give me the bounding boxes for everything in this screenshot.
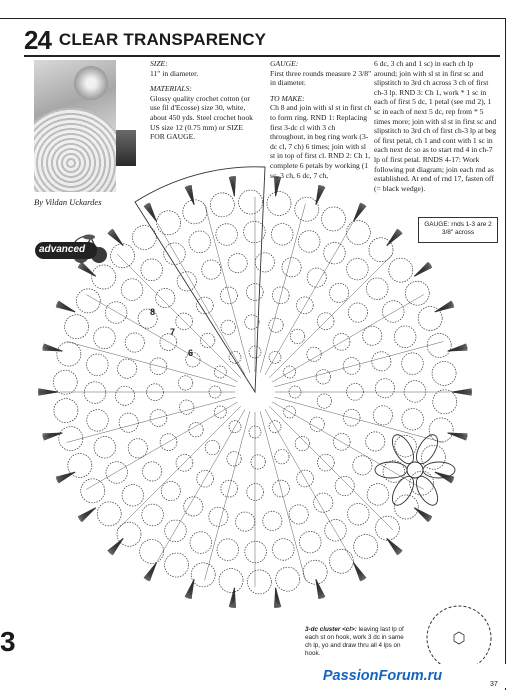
chart-chain-loop (298, 231, 320, 253)
chart-chain-loop (53, 370, 77, 394)
chart-chain-loop (121, 279, 143, 301)
chart-spoke (158, 409, 246, 561)
chart-chain-loop (227, 452, 241, 466)
photo-flower (74, 66, 108, 100)
chart-chain-loop (119, 413, 138, 432)
chart-chain-loop (111, 244, 135, 268)
chart-spoke (205, 411, 250, 580)
chart-spoke (67, 342, 236, 387)
chart-chain-loop (271, 224, 293, 246)
chart-chain-loop (275, 449, 289, 463)
chart-chain-loop (282, 258, 301, 277)
chart-spoke (260, 411, 305, 580)
chart-chain-loop (405, 281, 429, 305)
gauge-heading: GAUGE: (270, 59, 299, 68)
materials-text: Glossy quality crochet cotton (or use fil d'Ecosse) size 30, white, about 450 yds. Steel crochet hook US size 12 (0.75 mm) or SIZE FOR GAUGE. (150, 93, 253, 142)
chart-chain-loop (389, 258, 413, 282)
chart-chain-loop (290, 329, 304, 343)
chart-chain-loop (295, 197, 319, 221)
chart-chain-loop (165, 553, 189, 577)
chart-chain-loop (245, 541, 267, 563)
chart-chain-loop (205, 440, 219, 454)
chart-chain-loop (346, 221, 370, 245)
chart-chain-loop (81, 479, 105, 503)
chart-chain-loop (184, 497, 203, 516)
chart-chain-loop (267, 192, 291, 216)
crochet-chart-diagram (20, 160, 490, 630)
chart-chain-loop (299, 531, 321, 553)
chart-spoke (274, 397, 443, 442)
chart-chain-loop (106, 462, 128, 484)
chart-chain-loop (404, 381, 426, 403)
chart-chain-loop (178, 376, 192, 390)
chart-chain-loop (348, 303, 367, 322)
chart-chain-loop (132, 226, 156, 250)
chart-round-label-a: 8 (150, 307, 156, 317)
chart-spoke (86, 295, 238, 383)
chart-chain-loop (97, 502, 121, 526)
chart-round-label-b: 7 (170, 327, 176, 337)
chart-chain-loop (76, 289, 100, 313)
chart-chain-loop (183, 200, 207, 224)
chart-chain-loop (122, 484, 144, 506)
chart-chain-loop (347, 503, 369, 525)
chart-chain-loop (118, 359, 137, 378)
chart-chain-loop (239, 190, 263, 214)
chart-chain-loop (115, 386, 134, 405)
chart-spoke (269, 406, 393, 530)
chart-round-label-c: 6 (188, 348, 194, 358)
chart-chain-loop (94, 327, 116, 349)
chart-chain-loop (314, 493, 333, 512)
chart-chain-loop (317, 394, 331, 408)
chart-chain-loop (375, 379, 394, 398)
chart-chain-loop (263, 511, 282, 530)
gauge-text: First three rounds measure 2 3/8" in diameter. (270, 68, 372, 88)
chart-chain-loop (200, 333, 214, 347)
chart-chain-loop (247, 570, 271, 594)
chart-chain-loop (65, 315, 89, 339)
chart-chain-loop (210, 193, 234, 217)
instructions-continued-text: 6 dc, 3 ch and 1 sc) in each ch lp around; join with sl st in first sc and slipstitch to 3rd ch across 3 ch of first ch-3 lp. RND 3: Ch 1, work * 1 sc in each of first 5 dc, 1 petal (see rnd 2), 1 sc in each of next 5 dc, rep from * 5 times more; join with sl st in first sc and slipstitch to 3rd ch of first ch-3 lp at beg of first petal, ch 1 and cont with 1 sc in each next dc so as to start rnd 4 in ch-7 lp of first petal. RNDS 4-17: Work following put diagram; join each rnd as established. At end of rnd 17, fasten off (= black wedge). (374, 59, 497, 193)
chart-chain-loop (295, 436, 309, 450)
chart-chain-loop (324, 242, 346, 264)
chart-chain-loop (245, 315, 259, 329)
chart-chain-loop (140, 539, 164, 563)
pattern-title: CLEAR TRANSPARENCY (58, 30, 267, 49)
chart-chain-loop (303, 560, 327, 584)
chart-chain-loop (141, 259, 163, 281)
chart-chain-loop (87, 354, 109, 376)
chart-spoke (86, 402, 238, 490)
chart-chain-loop (189, 422, 203, 436)
chart-chain-loop (273, 539, 295, 561)
to-make-heading: TO MAKE: (270, 93, 305, 103)
designer-byline: By Vildan Uckardes (34, 197, 102, 207)
chart-spoke (117, 254, 241, 378)
chart-chain-loop (432, 361, 456, 385)
chart-chain-loop (157, 211, 181, 235)
chart-chain-loop (156, 288, 175, 307)
chart-chain-loop (335, 476, 354, 495)
chart-chain-loop (427, 333, 451, 357)
chart-chain-loop (394, 495, 418, 519)
chart-chain-loop (191, 563, 215, 587)
chart-chain-loop (236, 512, 255, 531)
chart-chain-loop (402, 408, 424, 430)
page-edge-digit: 3 (0, 626, 16, 657)
chart-chain-loop (433, 390, 457, 414)
chart-chain-loop (372, 352, 391, 371)
chart-chain-loop (394, 326, 416, 348)
chart-chain-loop (307, 347, 321, 361)
chart-chain-loop (363, 326, 382, 345)
chart-chain-loop (366, 432, 385, 451)
chart-chain-loop (367, 484, 389, 506)
chart-chain-loop (92, 265, 116, 289)
chart-chain-loop (310, 417, 324, 431)
size-heading: SIZE: (150, 59, 168, 68)
chart-chain-loop (221, 320, 235, 334)
chart-chain-loop (59, 427, 83, 451)
chart-chain-loop (84, 382, 106, 404)
chart-chain-loop (209, 507, 228, 526)
title-rule (24, 55, 500, 57)
chart-chain-loop (325, 519, 347, 541)
chart-flower-center (407, 462, 423, 478)
chart-spoke (274, 342, 443, 387)
cluster-note (305, 626, 410, 658)
chart-chain-loop (330, 283, 349, 302)
chart-chain-loop (382, 301, 404, 323)
chart-chain-loop (165, 520, 187, 542)
to-make-text: Ch 8 and join with sl st in first ch to form ring. RND 1: Replacing first 3-dc cl with 3 ch throughout, in beg ring work (3-dc cl, 7 ch) 6 times; join with sl st in top of first cl. RND 2: Ch 1, complete 6 petals by working (1 sc, 3 ch, 6 dc, 7 ch, (270, 103, 372, 180)
chart-chain-loop (354, 534, 378, 558)
chart-chain-loop (429, 418, 453, 442)
chart-chain-loop (142, 462, 161, 481)
chart-chain-loop (190, 532, 212, 554)
chart-spoke (269, 254, 393, 378)
chart-chain-loop (217, 539, 239, 561)
chart-chain-loop (373, 406, 392, 425)
chart-flower-petal (423, 462, 455, 478)
chart-chain-loop (189, 231, 211, 253)
chart-chain-loop (219, 568, 243, 592)
chart-chain-loop (177, 272, 196, 291)
chart-chain-loop (316, 370, 330, 384)
chart-chain-loop (142, 504, 164, 526)
chart-chain-loop (87, 410, 109, 432)
chart-chain-loop (228, 254, 247, 273)
chart-chain-loop (105, 302, 127, 324)
chart-flower-petal (375, 462, 407, 478)
column-size-materials (150, 59, 258, 148)
chart-chain-loop (329, 549, 353, 573)
chart-chain-loop (161, 481, 180, 500)
gauge-callout: GAUGE: rnds 1-3 are 2 3/8" across (418, 217, 498, 243)
chart-chain-loop (402, 353, 424, 375)
chart-chain-loop (289, 505, 308, 524)
chart-chain-loop (94, 436, 116, 458)
chart-chain-loop (216, 224, 238, 246)
chart-chain-loop (366, 278, 388, 300)
chart-chain-loop (179, 400, 193, 414)
chart-chain-loop (57, 342, 81, 366)
chart-chain-loop (321, 207, 345, 231)
size-text: 11" in diameter. (150, 68, 199, 78)
chart-chain-loop (307, 268, 326, 287)
chart-chain-loop (54, 399, 78, 423)
chart-spoke (117, 406, 241, 530)
chart-chain-loop (125, 333, 144, 352)
badge-label: advanced (39, 244, 86, 255)
chart-chain-loop (202, 260, 221, 279)
chart-spoke (67, 397, 236, 442)
cluster-note-term: 3-dc cluster <cl>: (305, 626, 357, 633)
chart-chain-loop (164, 243, 186, 265)
watermark: PassionForum.ru (255, 664, 510, 688)
materials-heading: MATERIALS: (150, 84, 192, 94)
chart-chain-loop (128, 439, 147, 458)
chart-chain-loop (269, 318, 283, 332)
chart-chain-loop (251, 455, 265, 469)
pattern-header (24, 26, 266, 54)
chart-chain-loop (276, 567, 300, 591)
chart-chain-loop (353, 456, 372, 475)
chart-chain-loop (255, 253, 274, 272)
pattern-number: 24 (24, 25, 51, 55)
page-number: 37 (490, 681, 498, 688)
cluster-note-text: leaving last lp of each st on hook, work 3 dc in same ch lp, yo and draw thru all 4 lps on hook. (305, 626, 404, 657)
chart-chain-loop (347, 258, 369, 280)
chart-spoke (260, 204, 305, 373)
chart-chain-loop (375, 516, 399, 540)
